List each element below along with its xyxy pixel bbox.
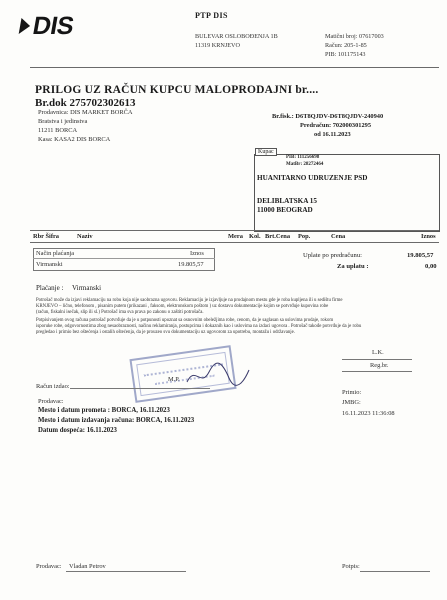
seller-name: Vladan Petrov <box>69 563 106 570</box>
col-header-cena: Cena <box>331 233 346 240</box>
col-header-rbr: Rbr Šifra <box>33 233 59 240</box>
due-date: Datum dospeća: 16.11.2023 <box>38 427 117 434</box>
registry-line: Račun: 205-1-85 <box>325 42 367 49</box>
legal-text-line: Potrošač može da izjavi reklamaciju na robu koja nije saobrazna ugovoru. Reklamaciju je izjavljuje na prodajnom mestu gde je roba kupljena ili u sedištu firme <box>36 298 343 303</box>
issue-timestamp: 16.11.2023 11:36:08 <box>342 410 395 417</box>
document-title: PRILOG UZ RAČUN KUPCU MALOPRODAJNI br.... <box>35 84 319 96</box>
advance-label: Uplate po predračunu: <box>303 252 362 259</box>
payment-col-amount: Iznos <box>190 250 204 257</box>
seller-signature <box>183 360 253 390</box>
payment-row-method: Virmanski <box>36 261 63 268</box>
seller-label: Prodavac: <box>38 398 64 405</box>
lk-label: L.K. <box>372 349 384 356</box>
company-address-line: BULEVAR OSLOBOĐENJA 1B <box>195 33 278 40</box>
col-header-mera: Mera <box>228 233 243 240</box>
registry-line: Matični broj: 07617003 <box>325 33 384 40</box>
received-by-label: Primio: <box>342 389 362 396</box>
legal-text-line: Potpisivanjem ovog računa potrošač potvrđuje da je u potpunosti upoznat sa osnovnim obeležjima robe, cenom, da je saglasan sa uslovima prodaje, rokom <box>36 318 334 323</box>
buyer-pib: PIB: 111256698 <box>286 155 320 160</box>
signature-line <box>360 571 430 572</box>
payment-table-divider <box>33 258 215 259</box>
store-line: Prodavnica: DIS MARKET BORČA <box>38 109 133 116</box>
col-header-naziv: Naziv <box>77 233 93 240</box>
document-number: Br.dok 275702302613 <box>35 97 136 109</box>
due-label: Za uplatu : <box>337 263 369 270</box>
divider <box>30 230 439 231</box>
place-date-of-sale: Mesto i datum prometa : BORCA, 16.11.2023 <box>38 407 170 414</box>
legal-text-line: (račun, fiskalni isečak, slip ili sl.) Potrošač ima sva prava po zakonu o zaštiti potrošača. <box>36 310 204 315</box>
buyer-tab-label: Kupac <box>255 148 277 156</box>
payment-value: Virmanski <box>72 284 102 292</box>
legal-text-line: isporuke robe, odgovornostima zbog nesaobraznosti, načinu reklamiranja, postupcima i dokaznih kao i uslovima na izdaci ugovora . Potrošač takođe potvrđuje da je robu <box>36 324 362 329</box>
buyer-name: HUANITARNO UDRUZENJE PSD <box>257 174 368 182</box>
issued-by-label: Račun izdao: <box>36 383 70 390</box>
logo-text: DIS <box>30 12 76 40</box>
col-header-brt-cena: Brt.Cena <box>265 233 291 240</box>
seller-name-label: Prodavac: <box>36 563 62 570</box>
document-date: od 16.11.2023 <box>314 131 351 138</box>
regbr-label: Reg.br. <box>370 362 389 369</box>
seller-sign-line <box>66 571 186 572</box>
advance-value: 19.805,57 <box>407 252 434 259</box>
divider <box>30 242 439 243</box>
lk-line <box>342 359 412 360</box>
buyer-box <box>254 154 440 232</box>
col-header-pop: Pop. <box>298 233 311 240</box>
divider <box>30 67 439 68</box>
fiscal-number: Br.fisk.: D6T8QJDV-D6T8QJDV-240940 <box>272 113 384 120</box>
jmbg-label: JMBG: <box>342 399 361 406</box>
legal-text-line: KRNJEVO – lično, telefonom , pisanim putem (prikazani , faksom, elektronskom poštom ) uz dostavu dokumentacije kojim se potvrđuje kupovina robe <box>36 304 329 309</box>
proforma-number: Predračun: 702000301295 <box>300 122 372 129</box>
regbr-line <box>342 371 412 372</box>
buyer-city: 11000 BEOGRAD <box>257 206 313 214</box>
payment-col-method: Način plaćanja <box>36 250 75 257</box>
registry-line: PIB: 101175143 <box>325 51 366 58</box>
payment-label: Plaćanje : <box>36 284 64 292</box>
store-line: Bratstva i jedinstva <box>38 118 88 125</box>
legal-text-line: pregledao i primio bez oštećenja i ostalih oštećenja, da je prouzeo svu dokumentaciju uz ugovorom za upotrebu, montažu i održavanje. <box>36 330 295 335</box>
place-date-of-issue: Mesto i datum izdavanja računa: BORCA, 16.11.2023 <box>38 417 195 424</box>
buyer-street: DELIBLATSKA 15 <box>257 197 317 205</box>
company-logo <box>15 12 75 41</box>
buyer-registry: MatBr: 28272464 <box>286 162 324 167</box>
signature-label: Potpis: <box>342 563 360 570</box>
payment-row-amount: 19.805,57 <box>178 261 204 268</box>
issued-by-line <box>70 388 210 389</box>
col-header-iznos: Iznos <box>421 233 436 240</box>
col-header-kol: Kol. <box>249 233 261 240</box>
store-line: 11211 BORCA <box>38 127 78 134</box>
mp-label: M.P. <box>168 376 180 383</box>
due-value: 0,00 <box>425 263 437 270</box>
store-line: Kasa: KASA2 DIS BORCA <box>38 136 111 143</box>
company-address-line: 11319 KRNJEVO <box>195 42 240 49</box>
company-name: PTP DIS <box>195 11 228 20</box>
